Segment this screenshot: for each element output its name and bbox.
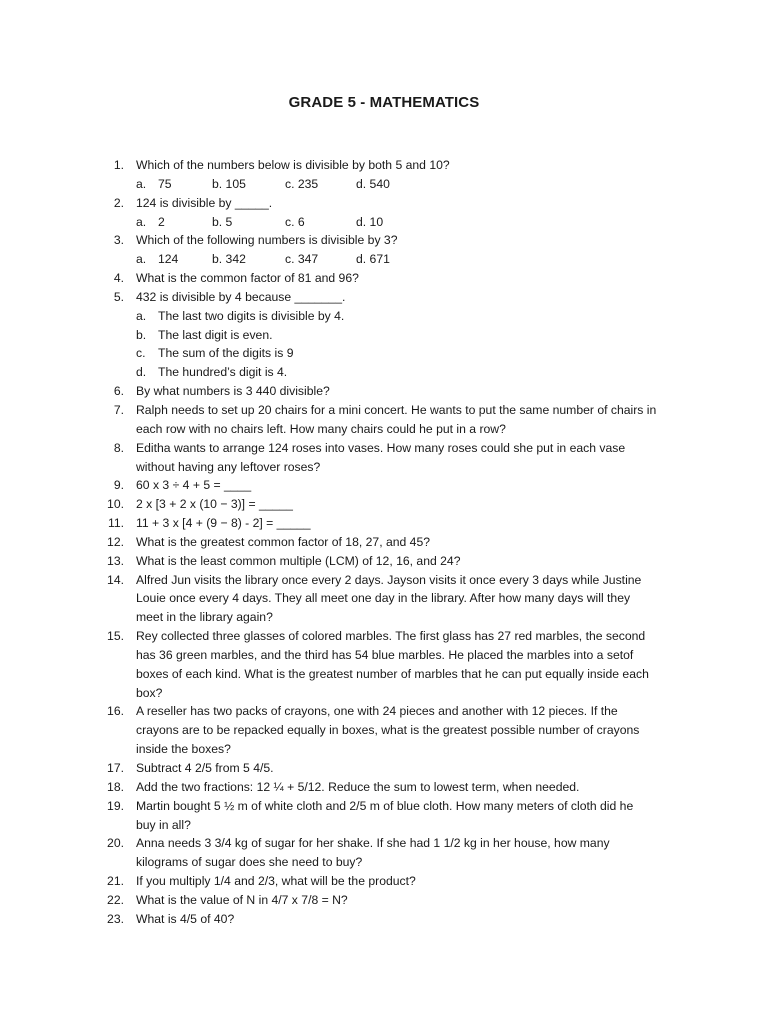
question-number: 21. [107, 874, 124, 889]
question-line [0, 797, 768, 816]
question-text: has 36 green marbles, and the third has 54 blue marbles. He placed the marbles into a setof [136, 647, 634, 662]
question-line [0, 401, 768, 420]
question-line [0, 627, 768, 646]
question-number: 14. [107, 572, 124, 587]
sub-option-text: The hundred’s digit is 4. [158, 365, 288, 380]
question-text: Alfred Jun visits the library once every 2 days. Jayson visits it once every 3 days while Justine [136, 572, 642, 587]
sub-option-text: The last two digits is divisible by 4. [158, 308, 345, 323]
question-list [0, 156, 768, 929]
question-text: inside the boxes? [136, 742, 231, 757]
question-line [0, 552, 768, 571]
page-title: GRADE 5 - MATHEMATICS [288, 94, 480, 111]
question-text: What is the least common multiple (LCM) of 12, 16, and 24? [136, 553, 461, 568]
choice-text: b. 5 [212, 214, 233, 229]
question-text: Which of the numbers below is divisible by both 5 and 10? [136, 158, 450, 172]
question-text: 60 x 3 ÷ 4 + 5 = ____ [136, 478, 252, 493]
question-text: Which of the following numbers is divisible by 3? [136, 233, 398, 248]
question-line [0, 778, 768, 797]
question-text: Rey collected three glasses of colored marbles. The first glass has 27 red marbles, the second [136, 629, 646, 644]
question-line [0, 646, 768, 665]
question-number: 8. [113, 440, 124, 455]
question-text: crayons are to be repacked equally in boxes, what is the greatest possible number of crayons [136, 723, 640, 738]
question-number: 9. [113, 478, 124, 493]
question-text: If you multiply 1/4 and 2/3, what will be the product? [136, 874, 416, 889]
sub-option-line [0, 344, 768, 363]
question-line [0, 231, 768, 250]
sub-option-label: c. [136, 346, 146, 361]
question-text: buy in all? [136, 817, 191, 832]
answer-choices-row [0, 175, 768, 194]
question-number: 2. [113, 195, 124, 210]
question-number: 1. [113, 158, 124, 172]
question-text: Editha wants to arrange 124 roses into vases. How many roses could she put in each vase [136, 440, 626, 455]
question-text: 432 is divisible by 4 because _______. [136, 289, 346, 304]
question-line [0, 571, 768, 590]
sub-option-line [0, 307, 768, 326]
choice-label: a. [136, 214, 147, 229]
question-number: 17. [107, 761, 124, 775]
question-number: 4. [113, 271, 124, 286]
question-text: A reseller has two packs of crayons, one with 24 pieces and another with 12 pieces. If the [136, 704, 618, 719]
question-number: 11. [107, 516, 124, 531]
question-text: What is 4/5 of 40? [136, 911, 235, 926]
question-text: What is the common factor of 81 and 96? [136, 271, 359, 286]
question-line [0, 476, 768, 495]
sub-option-label: d. [136, 365, 147, 380]
question-number: 20. [107, 836, 124, 851]
question-number: 22. [107, 892, 124, 907]
question-text: Subtract 4 2/5 from 5 4/5. [136, 761, 274, 775]
question-text: each row with no chairs left. How many chairs could he put in a row? [136, 421, 506, 436]
sub-option-line [0, 363, 768, 382]
question-text: Add the two fractions: 12 ¼ + 5/12. Reduce the sum to lowest term, when needed. [136, 779, 580, 794]
question-text: meet in the library again? [136, 610, 273, 625]
question-line [0, 853, 768, 872]
question-number: 5. [113, 289, 124, 304]
question-line [0, 759, 768, 778]
choice-text: c. 235 [285, 176, 319, 191]
sub-option-label: a. [136, 308, 147, 323]
question-line [0, 288, 768, 307]
choice-label: a. [136, 176, 147, 191]
choice-text: d. 10 [356, 214, 384, 229]
choice-text: c. 347 [285, 252, 319, 267]
question-number: 10. [107, 497, 124, 512]
question-line [0, 816, 768, 835]
question-line [0, 891, 768, 910]
sub-option-text: The last digit is even. [158, 327, 273, 342]
question-number: 6. [113, 384, 124, 399]
question-text: What is the value of N in 4/7 x 7/8 = N? [136, 892, 348, 907]
choice-text: 2 [158, 214, 165, 229]
choice-text: c. 6 [285, 214, 305, 229]
question-text: boxes of each kind. What is the greatest number of marbles that he can put equally inside each [136, 666, 649, 681]
choice-text: d. 671 [356, 252, 390, 267]
question-text: 124 is divisible by _____. [136, 195, 273, 210]
question-text: kilograms of sugar does she need to buy? [136, 855, 363, 870]
question-line [0, 495, 768, 514]
question-text: 11 + 3 x [4 + (9 − 8) - 2] = _____ [136, 516, 311, 531]
question-number: 13. [107, 553, 124, 568]
answer-choices-row [0, 213, 768, 232]
question-line [0, 702, 768, 721]
question-number: 19. [107, 798, 124, 813]
question-line [0, 872, 768, 891]
question-line [0, 608, 768, 627]
question-line [0, 665, 768, 684]
question-text: without having any leftover roses? [136, 459, 321, 474]
sub-option-label: b. [136, 327, 147, 342]
question-number: 12. [107, 534, 124, 549]
question-line [0, 721, 768, 740]
question-line [0, 420, 768, 439]
question-text: Louie once every 4 days. They all meet one day in the library. After how many days will they [136, 591, 631, 606]
choice-text: d. 540 [356, 176, 390, 191]
question-line [0, 269, 768, 288]
question-number: 3. [113, 233, 124, 248]
question-number: 7. [113, 402, 124, 417]
question-number: 15. [107, 629, 124, 644]
question-line [0, 910, 768, 929]
question-text: By what numbers is 3 440 divisible? [136, 384, 330, 399]
question-text: What is the greatest common factor of 18, 27, and 45? [136, 534, 431, 549]
choice-text: 75 [158, 176, 172, 191]
question-line [0, 514, 768, 533]
question-line [0, 194, 768, 213]
question-text: 2 x [3 + 2 x (10 − 3)] = _____ [136, 497, 293, 512]
question-line [0, 684, 768, 703]
question-line [0, 439, 768, 458]
sub-option-text: The sum of the digits is 9 [158, 346, 294, 361]
choice-text: b. 105 [212, 176, 246, 191]
choice-label: a. [136, 252, 147, 267]
choice-text: 124 [158, 252, 179, 267]
question-text: Anna needs 3 3/4 kg of sugar for her shake. If she had 1 1/2 kg in her house, how many [136, 836, 610, 851]
question-line [0, 834, 768, 853]
question-number: 18. [107, 779, 124, 794]
question-line [0, 589, 768, 608]
question-line [0, 458, 768, 477]
question-line [0, 740, 768, 759]
question-text: Ralph needs to set up 20 chairs for a mini concert. He wants to put the same number of chairs in [136, 402, 657, 417]
question-text: box? [136, 685, 163, 700]
answer-choices-row [0, 250, 768, 269]
question-line [0, 533, 768, 552]
sub-option-line [0, 326, 768, 345]
question-number: 23. [107, 911, 124, 926]
question-number: 16. [107, 704, 124, 719]
question-text: Martin bought 5 ½ m of white cloth and 2/5 m of blue cloth. How many meters of cloth did he [136, 798, 634, 813]
question-line [0, 156, 768, 175]
choice-text: b. 342 [212, 252, 246, 267]
question-line [0, 382, 768, 401]
